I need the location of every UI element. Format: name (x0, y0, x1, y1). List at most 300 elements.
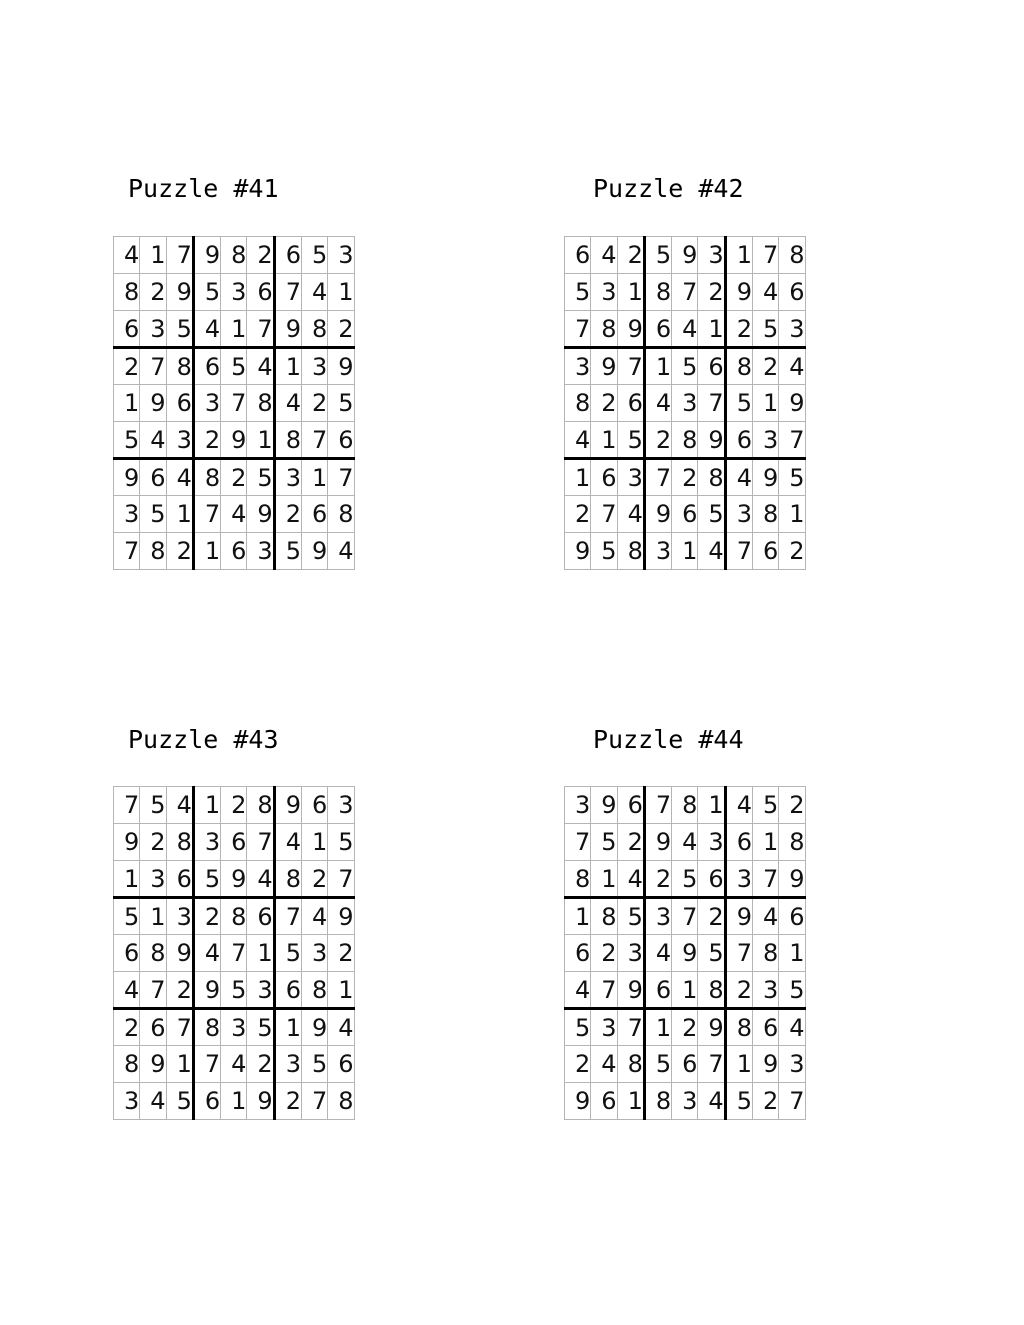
cell-digit: 8 (285, 864, 301, 893)
grid-cell (166, 422, 193, 459)
grid-cell (301, 459, 327, 496)
grid-cell (166, 935, 193, 972)
grid-cell (140, 824, 166, 861)
grid-cell (672, 237, 698, 274)
grid-cell (221, 787, 247, 824)
grid-cell (114, 533, 140, 570)
cell-digit: 1 (176, 500, 192, 528)
cell-digit: 7 (257, 314, 273, 343)
cell-digit: 4 (338, 1013, 354, 1042)
grid-row (114, 1009, 355, 1046)
cell-digit: 3 (176, 425, 192, 454)
cell-digit: 3 (708, 828, 724, 856)
grid-cell (247, 972, 274, 1009)
cell-digit: 7 (627, 352, 643, 381)
cell-digit: 6 (285, 975, 301, 1004)
grid-cell (591, 422, 617, 459)
cell-digit: 8 (682, 791, 698, 819)
grid-cell (274, 824, 301, 861)
cell-digit: 4 (736, 791, 752, 819)
cell-digit: 6 (176, 389, 192, 417)
cell-digit: 8 (150, 537, 166, 565)
cell-digit: 3 (204, 828, 221, 856)
cell-digit: 9 (601, 791, 617, 819)
cell-digit: 3 (150, 314, 166, 343)
grid-cell (698, 1046, 725, 1083)
cell-digit: 1 (601, 425, 617, 454)
cell-digit: 8 (655, 1087, 672, 1115)
grid-cell (725, 972, 752, 1009)
cell-digit: 2 (176, 975, 192, 1004)
grid-cell (565, 935, 591, 972)
cell-digit: 4 (338, 537, 354, 565)
grid-cell (140, 1009, 166, 1046)
cell-digit: 6 (311, 500, 328, 528)
grid-cell (114, 824, 140, 861)
grid-cell (644, 274, 671, 311)
cell-digit: 6 (124, 939, 140, 967)
cell-digit: 1 (708, 314, 724, 343)
grid-cell (114, 496, 140, 533)
grid-cell (193, 533, 220, 570)
cell-digit: 5 (789, 463, 805, 492)
grid-cell (247, 385, 274, 422)
cell-digit: 8 (789, 828, 805, 856)
cell-digit: 2 (338, 314, 354, 343)
grid-cell (725, 824, 752, 861)
cell-digit: 3 (575, 791, 591, 819)
cell-digit: 8 (762, 939, 779, 967)
cell-digit: 5 (736, 1087, 752, 1115)
cell-digit: 6 (338, 425, 354, 454)
cell-digit: 6 (655, 975, 672, 1004)
grid-cell (328, 861, 354, 898)
sudoku-grid (564, 786, 806, 1120)
grid-cell (779, 1083, 805, 1120)
grid-cell (752, 533, 778, 570)
cell-digit: 3 (575, 352, 591, 381)
grid-cell (274, 274, 301, 311)
cell-digit: 1 (789, 939, 805, 967)
grid-cell (140, 348, 166, 385)
grid-cell (644, 459, 671, 496)
grid-cell (698, 1083, 725, 1120)
cell-digit: 1 (124, 389, 140, 417)
grid-cell (328, 935, 354, 972)
cell-digit: 5 (627, 425, 643, 454)
cell-digit: 3 (682, 1087, 698, 1115)
grid-cell (725, 533, 752, 570)
grid-cell (274, 1046, 301, 1083)
cell-digit: 9 (204, 241, 221, 269)
cell-digit: 5 (257, 463, 273, 492)
grid-cell (166, 1046, 193, 1083)
cell-digit: 7 (311, 425, 328, 454)
grid-cell (779, 496, 805, 533)
grid-row (565, 274, 806, 311)
cell-digit: 7 (124, 791, 140, 819)
grid-cell (193, 898, 220, 935)
cell-digit: 8 (231, 241, 247, 269)
grid-cell (247, 1009, 274, 1046)
grid-cell (672, 311, 698, 348)
grid-cell (274, 898, 301, 935)
grid-cell (166, 237, 193, 274)
cell-digit: 4 (708, 1087, 724, 1115)
grid-cell (193, 1009, 220, 1046)
grid-row (565, 824, 806, 861)
cell-digit: 5 (285, 537, 301, 565)
grid-cell (644, 385, 671, 422)
grid-cell (221, 1046, 247, 1083)
grid-cell (591, 861, 617, 898)
grid-cell (193, 972, 220, 1009)
grid-cell (698, 824, 725, 861)
cell-digit: 3 (231, 1013, 247, 1042)
grid-cell (672, 385, 698, 422)
grid-cell (591, 274, 617, 311)
cell-digit: 6 (762, 537, 779, 565)
grid-cell (166, 824, 193, 861)
grid-cell (140, 311, 166, 348)
grid-cell (698, 972, 725, 1009)
grid-cell (328, 385, 354, 422)
grid-cell (725, 1046, 752, 1083)
cell-digit: 2 (601, 939, 617, 967)
cell-digit: 8 (257, 791, 273, 819)
cell-digit: 6 (150, 463, 166, 492)
cell-digit: 2 (601, 389, 617, 417)
grid-row (565, 348, 806, 385)
grid-cell (166, 311, 193, 348)
cell-digit: 9 (627, 975, 643, 1004)
cell-digit: 9 (338, 902, 354, 931)
grid-cell (565, 422, 591, 459)
grid-cell (644, 787, 671, 824)
grid-cell (301, 422, 327, 459)
cell-digit: 5 (231, 975, 247, 1004)
cell-digit: 5 (204, 864, 221, 893)
cell-digit: 9 (150, 389, 166, 417)
cell-digit: 4 (285, 828, 301, 856)
cell-digit: 4 (150, 425, 166, 454)
grid-cell (193, 496, 220, 533)
grid-cell (779, 898, 805, 935)
cell-digit: 7 (736, 537, 752, 565)
cell-digit: 9 (338, 352, 354, 381)
grid-row (565, 861, 806, 898)
cell-digit: 3 (762, 975, 779, 1004)
cell-digit: 2 (627, 241, 643, 269)
grid-cell (166, 496, 193, 533)
cell-digit: 9 (575, 1087, 591, 1115)
grid-cell (779, 787, 805, 824)
grid-cell (617, 533, 644, 570)
grid-cell (644, 1046, 671, 1083)
cell-digit: 9 (176, 278, 192, 306)
grid-cell (301, 898, 327, 935)
cell-digit: 3 (762, 425, 779, 454)
grid-row (114, 459, 355, 496)
grid-cell (752, 1083, 778, 1120)
cell-digit: 5 (338, 828, 354, 856)
cell-digit: 2 (682, 463, 698, 492)
grid-cell (617, 824, 644, 861)
grid-row (114, 824, 355, 861)
grid-cell (301, 533, 327, 570)
cell-digit: 3 (257, 537, 273, 565)
cell-digit: 7 (311, 1087, 328, 1115)
cell-digit: 8 (789, 241, 805, 269)
cell-digit: 2 (124, 352, 140, 381)
grid-cell (779, 385, 805, 422)
cell-digit: 1 (150, 902, 166, 931)
cell-digit: 5 (655, 1050, 672, 1078)
grid-cell (617, 898, 644, 935)
cell-digit: 5 (682, 352, 698, 381)
grid-cell (644, 824, 671, 861)
cell-digit: 9 (655, 828, 672, 856)
cell-digit: 7 (176, 241, 192, 269)
grid-row (565, 533, 806, 570)
grid-cell (591, 787, 617, 824)
grid-cell (140, 459, 166, 496)
cell-digit: 8 (176, 828, 192, 856)
cell-digit: 4 (601, 241, 617, 269)
cell-digit: 7 (655, 791, 672, 819)
cell-digit: 7 (789, 1087, 805, 1115)
grid-cell (617, 274, 644, 311)
cell-digit: 7 (257, 828, 273, 856)
grid-cell (328, 422, 354, 459)
grid-cell (140, 935, 166, 972)
cell-digit: 9 (708, 425, 724, 454)
cell-digit: 4 (124, 975, 140, 1004)
cell-digit: 6 (575, 241, 591, 269)
grid-cell (591, 348, 617, 385)
cell-digit: 9 (176, 939, 192, 967)
grid-cell (752, 385, 778, 422)
grid-cell (247, 824, 274, 861)
cell-digit: 4 (311, 902, 328, 931)
cell-digit: 4 (176, 791, 192, 819)
grid-cell (725, 311, 752, 348)
cell-digit: 1 (311, 828, 328, 856)
grid-cell (672, 348, 698, 385)
grid-cell (221, 898, 247, 935)
cell-digit: 6 (601, 1087, 617, 1115)
cell-digit: 1 (762, 828, 779, 856)
cell-digit: 3 (655, 537, 672, 565)
grid-cell (617, 972, 644, 1009)
cell-digit: 9 (311, 537, 328, 565)
cell-digit: 2 (762, 352, 779, 381)
cell-digit: 6 (736, 828, 752, 856)
cell-digit: 8 (204, 1013, 221, 1042)
cell-digit: 7 (789, 425, 805, 454)
cell-digit: 9 (257, 1087, 273, 1115)
cell-digit: 5 (204, 278, 221, 306)
grid-cell (644, 422, 671, 459)
grid-cell (725, 274, 752, 311)
cell-digit: 2 (150, 828, 166, 856)
grid-row (114, 898, 355, 935)
cell-digit: 4 (789, 352, 805, 381)
grid-cell (221, 496, 247, 533)
grid-cell (644, 935, 671, 972)
grid-cell (565, 1083, 591, 1120)
cell-digit: 1 (176, 1050, 192, 1078)
grid-cell (752, 1009, 778, 1046)
grid-row (114, 348, 355, 385)
grid-cell (698, 311, 725, 348)
cell-digit: 5 (311, 241, 328, 269)
grid-cell (221, 533, 247, 570)
grid-cell (301, 824, 327, 861)
cell-digit: 6 (204, 352, 221, 381)
grid-cell (247, 533, 274, 570)
grid-cell (166, 861, 193, 898)
cell-digit: 8 (231, 902, 247, 931)
cell-digit: 2 (762, 1087, 779, 1115)
cell-digit: 7 (575, 314, 591, 343)
grid-cell (328, 972, 354, 1009)
grid-cell (274, 422, 301, 459)
grid-cell (617, 459, 644, 496)
grid-row (565, 1009, 806, 1046)
grid-cell (672, 422, 698, 459)
cell-digit: 3 (204, 389, 221, 417)
grid-cell (672, 861, 698, 898)
cell-digit: 3 (655, 902, 672, 931)
cell-digit: 2 (150, 278, 166, 306)
cell-digit: 8 (627, 537, 643, 565)
cell-digit: 5 (124, 425, 140, 454)
grid-cell (328, 348, 354, 385)
grid-cell (247, 311, 274, 348)
grid-cell (328, 1009, 354, 1046)
grid-cell (779, 972, 805, 1009)
grid-cell (114, 898, 140, 935)
cell-digit: 7 (762, 864, 779, 893)
cell-digit: 3 (124, 1087, 140, 1115)
cell-digit: 8 (124, 278, 140, 306)
cell-digit: 1 (285, 1013, 301, 1042)
grid-cell (644, 1083, 671, 1120)
grid-cell (752, 1046, 778, 1083)
cell-digit: 1 (762, 389, 779, 417)
cell-digit: 3 (176, 902, 192, 931)
grid-cell (301, 972, 327, 1009)
grid-cell (644, 533, 671, 570)
cell-digit: 3 (311, 939, 328, 967)
grid-row (565, 459, 806, 496)
grid-row (114, 237, 355, 274)
grid-cell (221, 348, 247, 385)
grid-cell (114, 861, 140, 898)
cell-digit: 7 (338, 463, 354, 492)
grid-cell (193, 1046, 220, 1083)
grid-row (114, 1046, 355, 1083)
grid-cell (752, 237, 778, 274)
cell-digit: 6 (338, 1050, 354, 1078)
cell-digit: 9 (762, 1050, 779, 1078)
cell-digit: 3 (789, 1050, 805, 1078)
cell-digit: 2 (736, 314, 752, 343)
grid-cell (565, 237, 591, 274)
grid-cell (328, 533, 354, 570)
cell-digit: 8 (762, 500, 779, 528)
grid-cell (247, 1046, 274, 1083)
grid-cell (779, 935, 805, 972)
cell-digit: 3 (736, 864, 752, 893)
cell-digit: 6 (204, 1087, 221, 1115)
cell-digit: 9 (124, 463, 140, 492)
grid-cell (591, 824, 617, 861)
cell-digit: 2 (204, 425, 221, 454)
grid-cell (274, 311, 301, 348)
cell-digit: 7 (150, 352, 166, 381)
grid-cell (328, 459, 354, 496)
grid-cell (617, 422, 644, 459)
puzzle-title: Puzzle #44 (593, 725, 744, 754)
cell-digit: 4 (231, 500, 247, 528)
grid-cell (274, 533, 301, 570)
grid-cell (114, 237, 140, 274)
cell-digit: 6 (736, 425, 752, 454)
grid-cell (140, 1046, 166, 1083)
cell-digit: 5 (601, 537, 617, 565)
cell-digit: 1 (338, 278, 354, 306)
cell-digit: 1 (311, 463, 328, 492)
cell-digit: 9 (231, 425, 247, 454)
cell-digit: 3 (285, 1050, 301, 1078)
cell-digit: 2 (231, 463, 247, 492)
cell-digit: 1 (655, 1013, 672, 1042)
grid-cell (247, 237, 274, 274)
grid-cell (221, 311, 247, 348)
grid-cell (698, 422, 725, 459)
cell-digit: 4 (708, 537, 724, 565)
grid-cell (672, 935, 698, 972)
grid-cell (591, 496, 617, 533)
cell-digit: 5 (736, 389, 752, 417)
grid-cell (114, 972, 140, 1009)
cell-digit: 6 (682, 500, 698, 528)
grid-cell (221, 1009, 247, 1046)
cell-digit: 2 (124, 1013, 140, 1042)
grid-cell (779, 459, 805, 496)
cell-digit: 6 (311, 791, 328, 819)
grid-cell (644, 237, 671, 274)
cell-digit: 3 (311, 352, 328, 381)
grid-cell (221, 237, 247, 274)
grid-cell (193, 385, 220, 422)
grid-cell (328, 496, 354, 533)
grid-cell (221, 422, 247, 459)
grid-cell (698, 459, 725, 496)
cell-digit: 4 (601, 1050, 617, 1078)
cell-digit: 3 (124, 500, 140, 528)
cell-digit: 7 (627, 1013, 643, 1042)
cell-digit: 8 (311, 975, 328, 1004)
grid-cell (672, 787, 698, 824)
grid-cell (779, 824, 805, 861)
cell-digit: 8 (601, 902, 617, 931)
cell-digit: 1 (204, 537, 221, 565)
grid-cell (779, 348, 805, 385)
grid-cell (166, 898, 193, 935)
